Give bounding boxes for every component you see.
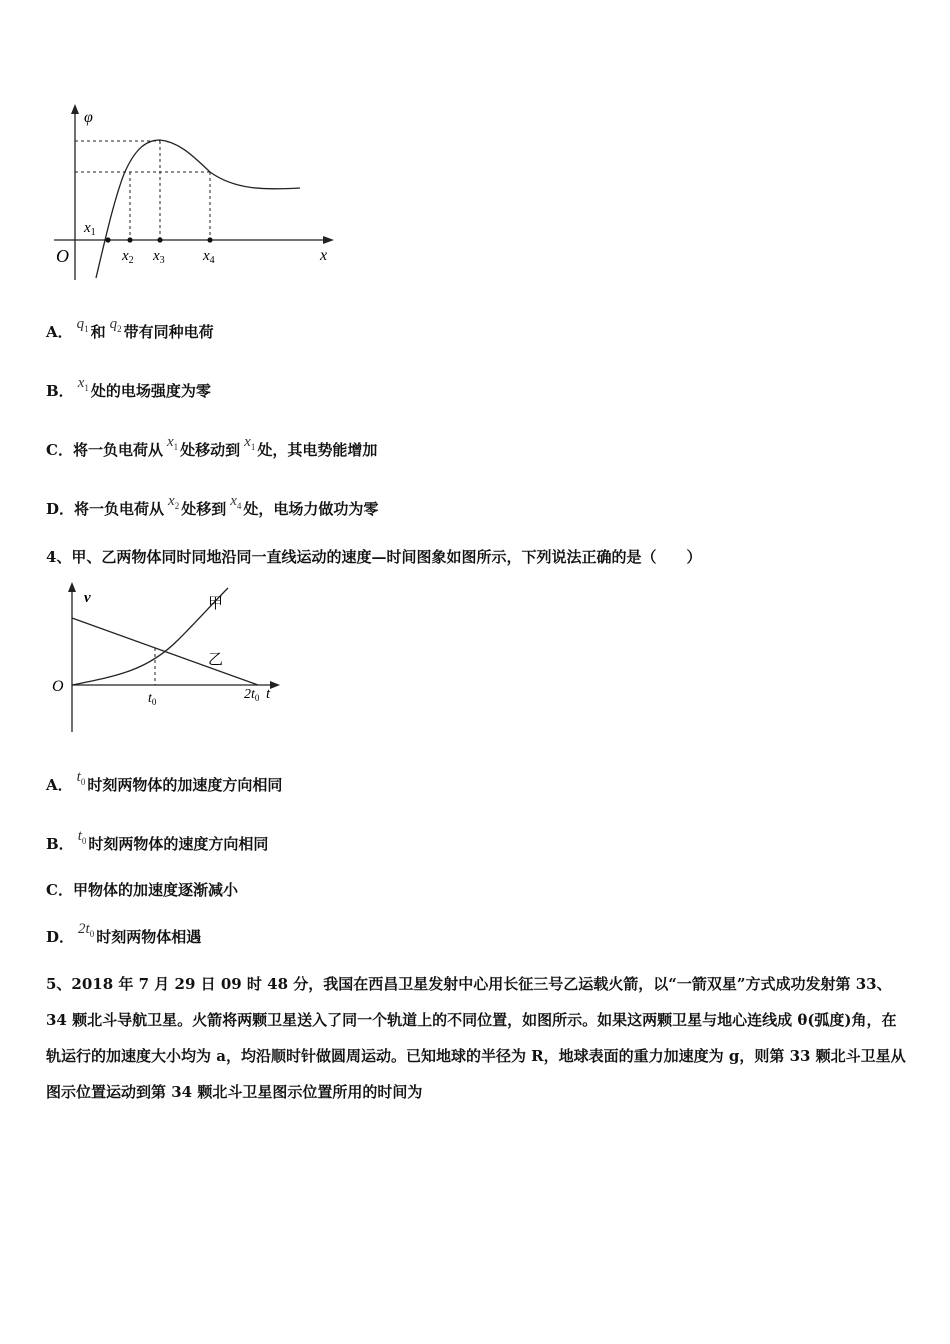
origin-label: O bbox=[52, 678, 64, 695]
t-label: t bbox=[266, 686, 271, 702]
q3-option-a: A． $q_1$ 和 $q_2$ 带有同种电荷 bbox=[46, 316, 214, 341]
q4-stem: 4、甲、乙两物体同时同地沿同一直线运动的速度—时间图象如图所示，下列说法正确的是（ ） bbox=[46, 548, 702, 566]
t0-label: $t_0$ bbox=[148, 691, 157, 707]
q4-option-a: A． $t_0$ 时刻两物体的加速度方向相同 bbox=[46, 769, 283, 794]
jia-label: 甲 bbox=[208, 596, 224, 612]
q3-option-d: D．将一负电荷从 $x_2$ 处移到 $x_4$ 处，电场力做功为零 bbox=[46, 493, 379, 518]
v-label: v bbox=[84, 590, 91, 606]
yi-label: 乙 bbox=[208, 652, 224, 668]
x-label: x bbox=[320, 247, 328, 264]
phi-label: φ bbox=[84, 109, 93, 126]
potential-graph bbox=[50, 100, 340, 290]
two-t0-label: $2t_0$ bbox=[244, 687, 260, 703]
q3-option-c: C．将一负电荷从 $x_1$ 处移动到 $x_1$ 处，其电势能增加 bbox=[46, 434, 378, 459]
x1-label: $x_1$ bbox=[84, 220, 96, 238]
q5-text: 5、2018 年 7 月 29 日 09 时 48 分，我国在西昌卫星发射中心用长征三号乙运载火箭，以“一箭双星”方式成功发射第 33、34 颗北斗导航卫星。火箭将两颗卫星送入了同一个轨道上的不同位置，如图所示。如果这两颗卫星与地心连线成 θ(弧度)角，在轨运行的加速度大小均为 a，均沿顺时针做圆周运动。已知地球的半径为 R，地球表面的重力加速度为 g，则第 33 颗北斗卫星从图示位置运动到第 34 颗北斗卫星图示位置所用的时间为 bbox=[46, 975, 906, 1101]
origin-label: O bbox=[56, 246, 69, 266]
curve-jia bbox=[72, 588, 228, 685]
velocity-time-graph bbox=[48, 578, 288, 736]
x4-label: $x_4$ bbox=[203, 248, 215, 266]
q4-option-d: D． $2t_0$ 时刻两物体相遇 bbox=[46, 921, 202, 946]
line-yi bbox=[72, 618, 258, 685]
q4-option-b: B． $t_0$ 时刻两物体的速度方向相同 bbox=[46, 828, 269, 853]
q4-option-c: C．甲物体的加速度逐渐减小 bbox=[46, 881, 238, 899]
x2-label: $x_2$ bbox=[122, 248, 134, 266]
q3-option-b: B． $x_1$ 处的电场强度为零 bbox=[46, 375, 211, 400]
x3-label: $x_3$ bbox=[153, 248, 165, 266]
